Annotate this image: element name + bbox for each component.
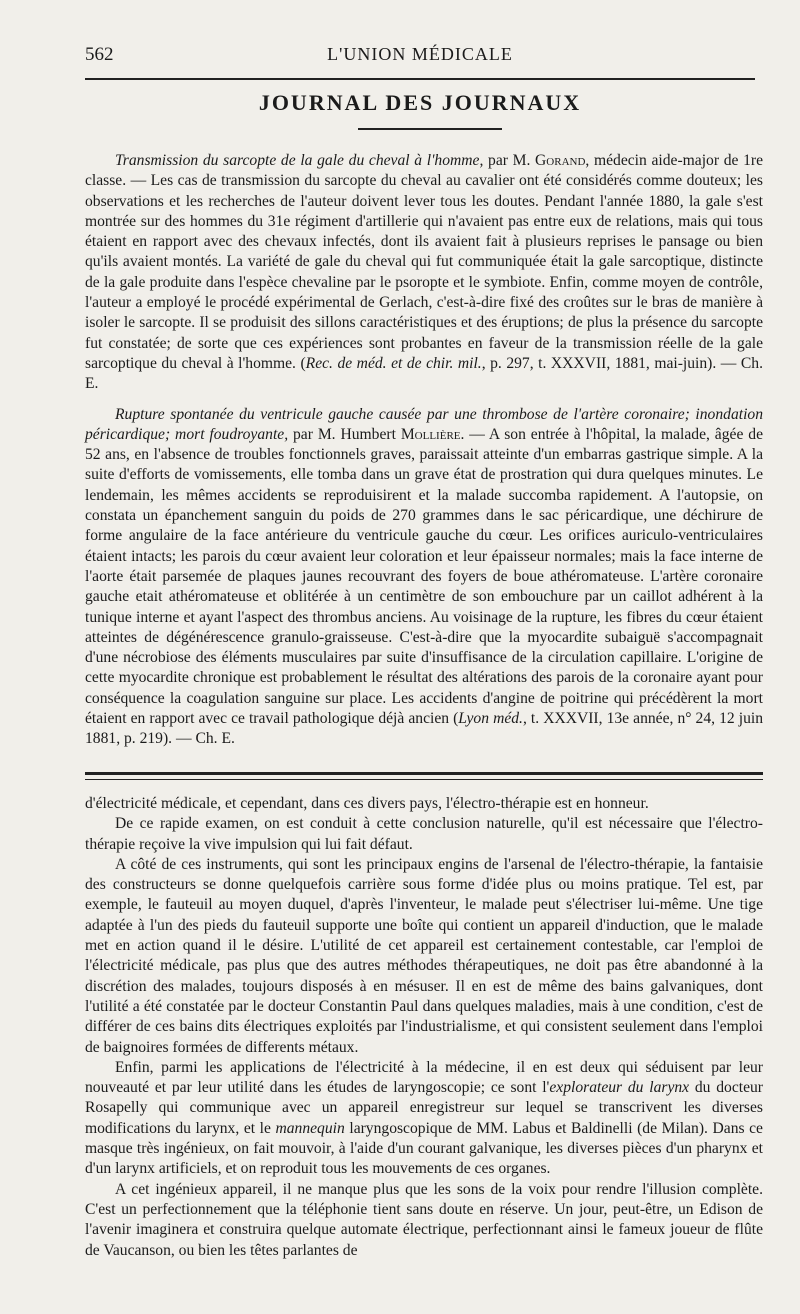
- article-source: Lyon méd.: [458, 710, 523, 728]
- article-body: , médecin aide-major de 1re classe. — Les cas de transmission du sarcopte du cheval au cavalier ont été considérés comme douteux; les observations et les recherches de l'auteur doivent lever tous les doutes. Pendant l'année 1880, la gale s'est montrée sur des hommes du 31e régiment d'artillerie qui n'avaient pas entre eux de relations, mais qui tous étaient en rapport avec des chevaux infectés, dont ils avaient fait à plusieurs reprises le pansage ou bien qu'ils avaient montés. La variété de gale du cheval qui fut communiquée était la gale sarcoptique, distincte de la gale produite dans l'espèce chevaline par le psoropte et le symbiote. Enfin, comme moyen de contrôle, l'auteur a employé le procédé expérimental de Gerlach, c'est-à-dire fixé des croûtes sur le bras de manière à isoler le sarcopte. Il se produisit des sillons caractéristiques et des éruptions; de plus la présence du sarcopte fut constatée; de sorte que ces expériences sont probantes en faveur de la transmission réelle de la gale sarcoptique du cheval à l'homme. (: [85, 152, 763, 372]
- article-tail: , t. XXXVII, 13e année, n° 24, 12 juin 1881, p. 219). — Ch. E.: [85, 710, 763, 748]
- paragraph: De ce rapide examen, on est conduit à cette conclusion naturelle, qu'il est nécessaire que l'électro-thérapie reçoive la vive impulsion qui lui fait défaut.: [85, 815, 763, 853]
- article-body: . — A son entrée à l'hôpital, la malade, âgée de 52 ans, en l'absence de troubles fonctionnels graves, paraissait atteinte d'un embarras gastrique simple. A la suite d'efforts de vomissements, elle tomba dans un grave état de prostration qui dura quelques minutes. Le lendemain, les mêmes accidents se reproduisirent et la malade succomba rapidement. A l'autopsie, on constata un épanchement sanguin du poids de 270 grammes dans le sac péricardique, une déchirure de forme angulaire de la face antérieure du ventricule gauche du cœur. Les orifices auriculo-ventriculaires étaient intacts; les parois du cœur avaient leur coloration et leur épaisseur normales; mais la face interne de l'aorte était parsemée de plaques jaunes recouvrant des foyers de boue athéromateuse. L'artère coronaire gauche etait athéromateuse et oblitérée à un centimètre de son embouchure par un caillot adhérent à la tunique interne et ayant l'aspect des thrombus anciens. Au voisinage de la rupture, les fibres du cœur étaient atteintes de dégénérescence granulo-graisseuse. C'est-à-dire que la myocardite subaiguë s'accompagnait d'une nécrobiose des éléments musculaires par suite d'insuffisance de la circulation capillaire. L'origine de cette myocardite chronique est probablement le résultat des altérations des parois de la coronaire ayant pour conséquence la coagulation sanguine sur place. Les accidents d'angine de poitrine qui précédèrent la mort étaient en rapport avec ce travail pathologique déjà ancien (: [85, 425, 763, 728]
- continuation-text: [85, 794, 763, 1261]
- italic-term: explorateur du larynx: [549, 1079, 690, 1097]
- article-title: Transmission du sarcopte de la gale du cheval à l'homme,: [115, 152, 484, 169]
- italic-term: mannequin: [275, 1119, 345, 1137]
- article-author: Gorand: [535, 152, 586, 169]
- paragraph: A cet ingénieux appareil, il ne manque plus que les sons de la voix pour rendre l'illusion complète. C'est un perfectionnement que la téléphonie tient sans doute en réserve. Un jour, peut-être, un Edison de l'avenir imaginera et construira quelque automate électrique, perfectionnant ainsi le fameux joueur de flûte de Vaucanson, ou bien les têtes parlantes de: [85, 1180, 763, 1259]
- paragraph: A côté de ces instruments, qui sont les principaux engins de l'arsenal de l'électro-thérapie, la fantaisie des constructeurs se donne quelquefois carrière sous forme d'idée plus ou moins pratique. Tel est, par exemple, le fauteuil au moyen duquel, d'après l'inventeur, le malade peut s'électriser lui-même. Une tige adaptée à l'un des pieds du fauteuil supporte une boîte qui contient un appareil d'induction, que le malade met en action quand il le désire. L'utilité de cet appareil est certainement contestable, car l'emploi de l'électricité médicale, pas plus que des autres méthodes thérapeutiques, ne doit pas être abandonné à la discrétion des malades, toujours disposés à en mésuser. Il en est de même des bains galvaniques, dont l'utilité a été constatée par le docteur Constantin Paul dans quelques maladies, mais à une condition, c'est de différer de ces bains dits électriques exploités par l'industrialisme, et qui consistent seulement dans l'emploi de baignoires formées de differents métaux.: [85, 855, 763, 1056]
- article-title: Rupture spontanée du ventricule gauche causée par une thrombose de l'artère coronaire; inondation péricardique; mort foudroyante,: [85, 405, 763, 443]
- article-source: Rec. de méd. et de chir. mil.: [305, 354, 482, 372]
- page-number: 562: [85, 44, 114, 65]
- article-byline: par M.: [483, 152, 536, 169]
- journal-articles: [85, 151, 763, 750]
- title-rule: [358, 128, 502, 130]
- running-head: L'UNION MÉDICALE: [327, 44, 513, 64]
- page-header: [85, 44, 755, 70]
- header-rule: [85, 78, 755, 80]
- paragraph-text: du docteur Rosapelly qui communique avec un appareil enregistreur sur lequel se transcrivent les diverses modifications du larynx, et le: [85, 1079, 763, 1137]
- article-gorand: [85, 151, 763, 395]
- paragraph-text: Enfin, parmi les applications de l'électricité à la médecine, il en est deux qui séduisent par leur nouveauté et par leur utilité dans les études de laryngoscopie; ce sont l': [85, 1058, 763, 1097]
- article-tail: , p. 297, t. XXXVII, 1881, mai-juin). — Ch. E.: [85, 354, 763, 393]
- section-divider: [85, 772, 763, 780]
- article-byline: par M. Humbert: [288, 425, 401, 443]
- article-molliere: [85, 405, 763, 750]
- paragraph-text: laryngoscopique de MM. Labus et Baldinelli (de Milan). Dans ce masque très ingénieux, on fait mouvoir, à l'aide d'un courant galvanique, les diverses pièces d'un pharynx et d'un larynx artificiels, et on reproduit tous les mouvements de ces organes.: [85, 1119, 763, 1178]
- paragraph: d'électricité médicale, et cependant, dans ces divers pays, l'électro-thérapie est en honneur.: [85, 795, 649, 812]
- paragraph: [85, 1058, 763, 1180]
- article-author: Mollière: [400, 425, 461, 443]
- section-title: JOURNAL DES JOURNAUX: [258, 90, 582, 115]
